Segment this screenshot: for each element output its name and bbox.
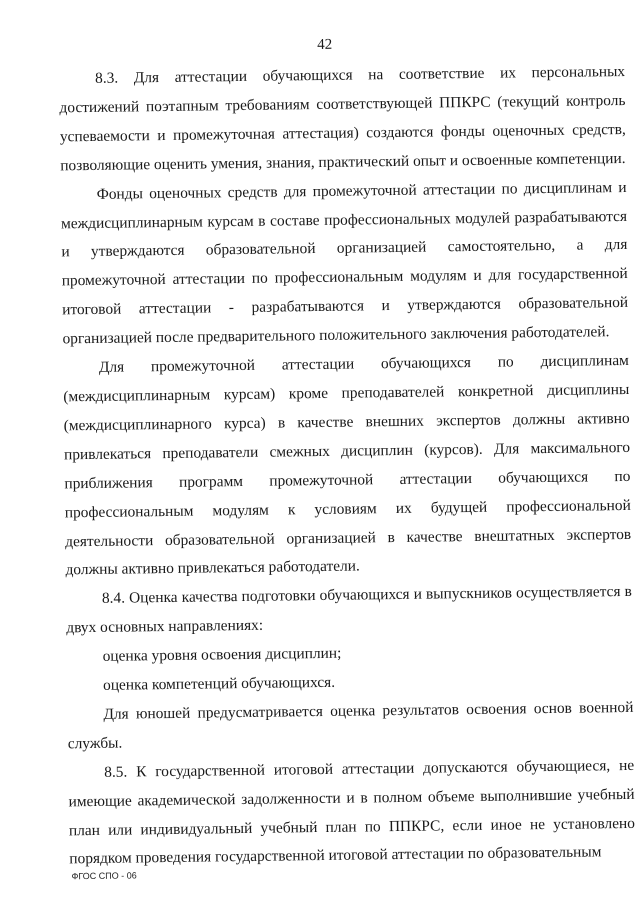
paragraph-assessment-funds: Фонды оценочных средств для промежуточной аттестации по дисциплинам и междисциплинарным курсам в составе профессиональных модулей разрабатываются и утверждаются образовательной организацией самостоятельно, а для промежуточной аттестации по профессиональным модулям и для государственной итоговой аттестации - разрабатываются и утверждаются образовательной организацией после предварительного положительного заключения работодателей. [60,178,629,348]
page-number: 42 [317,36,333,54]
list-item-competence: оценка компетенций обучающихся. [102,673,336,694]
paragraph-8-4: 8.4. Оценка качества подготовки обучающихся и выпускников осуществляется в двух основных направлениях: [66,583,632,637]
paragraph-external-experts: Для промежуточной аттестации обучающихся по дисциплинам (междисциплинарным курсам) кроме преподавателей конкретной дисциплины (междисциплинарного курса) в качестве внешних экспертов должны активно привлекаться преподаватели смежных дисциплин (курсов). Для максимального приближения программ промежуточной аттестации обучающихся по профессиональным модулям к условиям их будущей профессиональной деятельности образовательной организацией в качестве внештатных экспертов должны активно привлекаться работодатели. [63,352,632,579]
paragraph-8-5: 8.5. К государственной итоговой аттестации допускаются обучающиеся, не имеющие академической задолженности и в полном объеме выполнившие учебный план или индивидуальный учебный план по ППКРС, если иное не установлено порядком проведения государственной итоговой аттестации по образовательным [68,756,636,868]
paragraph-8-3: 8.3. Для аттестации обучающихся на соответствие их персональных достижений поэтапным требованиям соответствующей ППКРС (текущий контроль успеваемости и промежуточная аттестация) создаются фонды оценочных средств, позволяющие оценить умения, знания, практический опыт и освоенные компетенции. [59,62,626,175]
footer-label: ФГОС СПО - 06 [71,870,137,882]
paragraph-military-service: Для юношей предусматривается оценка результатов освоения основ военной службы. [67,698,634,753]
document-body [59,58,636,875]
list-item-discipline-level: оценка уровня освоения дисциплин; [102,644,342,665]
